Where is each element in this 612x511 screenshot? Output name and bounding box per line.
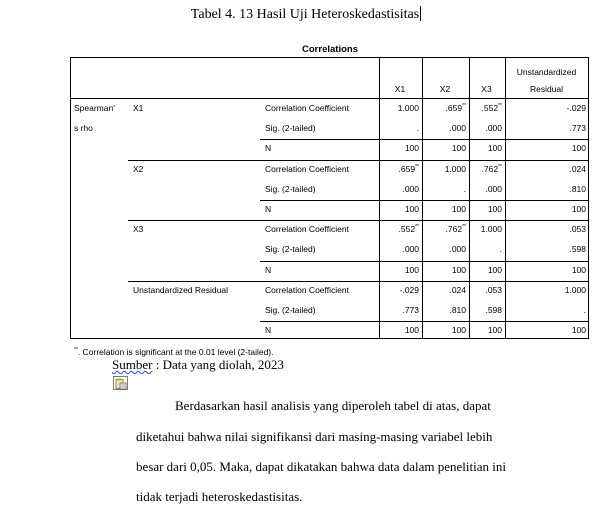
header-x1: X1 [394,84,406,94]
group-divider [128,220,589,221]
stat-label: Correlation Coefficient [265,284,349,295]
table-cell: .552** [398,224,419,235]
paragraph-line-4: tidak terjadi heteroskedastisitas. [136,489,303,504]
header-residual-line2: Residual [529,84,564,94]
table-cell: 100 [487,264,502,275]
group-label: Unstandardized Residual [133,284,228,295]
table-cell: 100 [404,264,419,275]
stat-label: Correlation Coefficient [265,163,349,174]
table-cell: .024 [569,163,586,174]
table-cell: 100 [487,143,502,154]
paragraph-line-3: besar dari 0,05. Maka, dapat dikatakan bahwa data dalam penelitian ini [136,459,506,474]
paste-options-icon[interactable] [113,376,128,390]
table-cell: .598 [485,305,502,315]
table-cell: 100 [571,264,586,275]
stat-label: Sig. (2-tailed) [265,305,316,315]
table-cell: 100 [571,325,586,336]
table-cell: .552** [481,103,502,113]
table-cell: .024 [449,284,466,295]
column-divider [422,57,423,339]
table-cell: .000 [449,244,466,255]
table-cell: 100 [451,325,466,336]
table-cell: 1.000 [444,163,466,174]
table-cell: 100 [404,325,419,336]
table-cell: 1.000 [480,224,502,235]
table-cell: 100 [571,143,586,154]
table-cell: .053 [569,224,586,235]
table-cell: .000 [449,123,466,134]
table-cell: .000 [402,183,419,194]
header-divider [70,98,589,99]
footnote-marker: ** [74,347,78,353]
stat-label: N [265,325,272,336]
table-cell: .762** [445,224,466,235]
group-divider [128,281,589,282]
table-cell: 100 [451,264,466,275]
table-cell: .598 [569,244,586,255]
n-row-divider [260,321,589,322]
table-cell: .659** [445,103,466,113]
paragraph-line-2: diketahui bahwa nilai signifikansi dari masing-masing variabel lebih [136,429,493,444]
header-residual-line1: Unstandardized [516,67,577,77]
table-cell: 100 [487,204,502,214]
table-cell: .659** [398,163,419,174]
column-divider [505,57,506,339]
column-divider [379,57,380,339]
table-cell: -.029 [399,284,419,295]
table-title: Correlations [302,44,358,55]
stat-label: N [265,264,272,275]
table-cell: 100 [404,143,419,154]
method-label: s rho [74,123,93,133]
table-cell: -.029 [566,103,586,113]
n-row-divider [260,139,589,140]
table-cell: .810 [449,305,466,315]
table-cell: .773 [402,305,419,315]
stat-label: Correlation Coefficient [265,103,349,113]
table-cell: .053 [485,284,502,295]
stat-label: N [265,143,272,154]
table-cell: 100 [404,204,419,214]
group-label: X2 [133,163,144,174]
group-divider [128,160,589,161]
table-cell: 1.000 [564,284,586,295]
stat-label: Sig. (2-tailed) [265,244,316,255]
header-x3: X3 [481,84,492,94]
table-cell: .762** [481,163,502,174]
table-cell: 100 [451,143,466,154]
footnote-text: . Correlation is significant at the 0.01 level (2-tailed). [77,347,274,357]
header-x2: X2 [439,84,451,94]
source-line [112,357,284,373]
table-cell: .000 [485,183,502,194]
table-cell: . [463,183,466,194]
table-cell: 100 [571,204,586,214]
table-cell: 100 [451,204,466,214]
table-cell: .000 [402,244,419,255]
stat-label: N [265,204,272,214]
stat-label: Sig. (2-tailed) [265,183,316,194]
column-divider [469,57,470,339]
document-title-text: Tabel 4. 13 Hasil Uji Heteroskedastisitas [190,7,420,22]
stat-label: Correlation Coefficient [265,224,349,235]
n-row-divider [260,200,589,201]
source-text: : Data yang diolah, 2023 [152,357,284,372]
table-cell: . [416,123,419,134]
stat-label: Sig. (2-tailed) [265,123,316,134]
correlations-table [70,57,589,339]
n-row-divider [260,261,589,262]
table-footnote [74,347,274,357]
group-label: X3 [133,224,144,235]
source-label: Sumber [112,357,153,372]
group-label: X1 [133,103,144,113]
table-cell: .810 [569,183,586,194]
text-cursor [420,6,421,21]
method-label: Spearman' [74,103,115,113]
table-cell: 100 [487,325,502,336]
table-cell: .773 [569,123,586,134]
table-cell: . [499,244,502,255]
paragraph-line-1: Berdasarkan hasil analisis yang diperoleh tabel di atas, dapat [175,398,491,413]
table-cell: 1.000 [397,103,419,113]
table-cell: . [583,305,586,315]
table-cell: .000 [485,123,502,134]
document-title [0,6,612,23]
